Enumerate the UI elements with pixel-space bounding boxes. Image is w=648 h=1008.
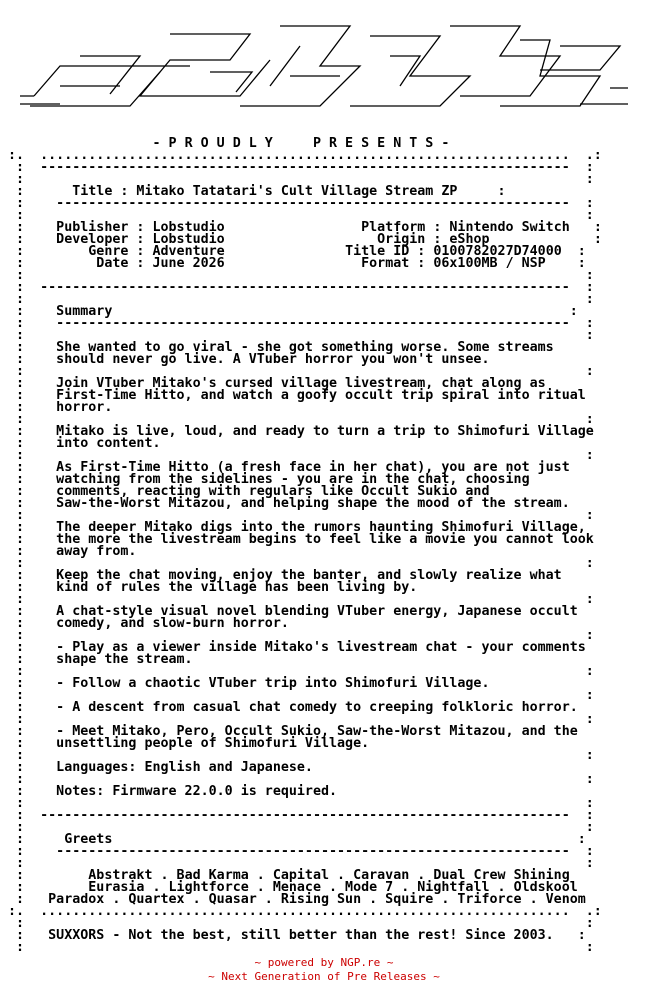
summary-line: comedy, and slow-burn horror. [56,616,289,631]
summary-line: the more the livestream begins to feel like a movie you cannot look [56,532,594,547]
genre-label: Genre [88,244,129,259]
nfo-document: - P R O U D L Y P R E S E N T S - :. .................................................................. .: : ------------------------------------------------------------------ : : : : Title : Mitako Tatatari's Cult Village Stream ZP : : ---------------------------------------------------------------- : : : : Publisher : Lobstudio Platform : Nintendo Switch : : Developer : Lobstudio Origin : eShop : : Genre : Adventure Title ID : 0100782027D74000 : : Date : June 2026 Format : 06x100MB / NSP : : : : ------------------------------------------------------------------ : : : : Summary : : ---------------------------------------------------------------- : : : : She wanted to go viral - she got something worse. Some streams : should never go live. A VTuber horror you won't unsee. : : : Join VTuber Mitako's cursed village livestream, chat along as : First-Time Hitto, and watch a goofy occult trip spiral into ritual : horror. : : : Mitako is live, loud, and ready to turn a trip to Shimofuri Village : into content. : : : As First-Time Hitto (a fresh face in her chat), you are not just : watching from the sidelines - you are in the chat, choosing : comments, reacting with regulars like Occult Sukio and : Saw-the-Worst Mitazou, and helping shape the mood of the stream. : : : The deeper Mitako digs into the rumors haunting Shimofuri Village, : the more the livestream begins to feel like a movie you cannot look : away from. : : : Keep the chat moving, enjoy the banter, and slowly realize what : kind of rules the village has been living by. : : : A chat-style visual novel blending VTuber energy, Japanese occult : comedy, and slow-burn horror. : : : - Play as a viewer inside Mitako's livestream chat - your comments : shape the stream. : : : - Follow a chaotic VTuber trip into Shimofuri Village. : : : - A descent from casual chat comedy to creeping folkloric horror. : : : - Meet Mitako, Pero, Occult Sukio, Saw-the-Worst Mitazou, and the : unsettling people of Shimofuri Village. : : : Languages: English and Japanese. : : : Notes: Firmware 22.0.0 is required. : : : ------------------------------------------------------------------ : : : : Greets : : ---------------------------------------------------------------- : : : : Abstrakt . Bad Karma . Capital . Caravan . Dual Crew Shining : Eurasia . Lightforce . Menace . Mode 7 . Nightfall . Oldskool : Paradox . Quartex . Quasar . Rising Sun . Squire . Triforce . Venom :. .................................................................. .: : : : SUXXORS - Not the best, still better than the rest! Since 2003. : : : [0,136,602,955]
platform-label: Platform [361,220,426,235]
summary-line: - Follow a chaotic VTuber trip into Shimofuri Village. [56,676,490,691]
summary-body: : She wanted to go viral - she got something worse. Some streams : should never go live. A VTuber horror you won't unsee. : : : Join VTuber Mitako's cursed village livestream, chat along as : First-Time Hitto, and watch a goofy occult trip spiral into ritual : horror. : : : Mitako is live, loud, and ready to turn a trip to Shimofuri Village : into content. : : : As First-Time Hitto (a fresh face in her chat), you are not just : watching from the sidelines - you are in the chat, choosing : comments, reacting with regulars like Occult Sukio and : Saw-the-Worst Mitazou, and helping shape the mood of the stream. : : : The deeper Mitako digs into the rumors haunting Shimofuri Village, : the more the livestream begins to feel like a movie you cannot look : away from. : : : Keep the chat moving, enjoy the banter, and slowly realize what : kind of rules the village has been living by. : : : A chat-style visual novel blending VTuber energy, Japanese occult : comedy, and slow-burn horror. : : : - Play as a viewer inside Mitako's livestream chat - your comments : shape the stream. : : : - Follow a chaotic VTuber trip into Shimofuri Village. : : : - A descent from casual chat comedy to creeping folkloric horror. : : : - Meet Mitako, Pero, Occult Sukio, Saw-the-Worst Mitazou, and the : unsettling people of Shimofuri Village. : : : Languages: English and Japanese. : : : Notes: Firmware 22.0.0 is required. : : [0,340,594,811]
summary-line: Languages: English and Japanese. [56,760,313,775]
powered-by-link[interactable]: ~ powered by NGP.re ~ [254,956,394,969]
summary-line: Join VTuber Mitako's cursed village livestream, chat along as [56,376,546,391]
format-label: Format [361,256,410,271]
developer-label: Developer [56,232,129,247]
proudly-presents: - P R O U D L Y P R E S E N T S - [152,136,450,151]
developer-value: Lobstudio [152,232,225,247]
summary-line: As First-Time Hitto (a fresh face in her chat), you are not just [56,460,570,475]
summary-line: First-Time Hitto, and watch a goofy occult trip spiral into ritual [56,388,586,403]
summary-line: A chat-style visual novel blending VTuber energy, Japanese occult [56,604,578,619]
greets-body: : Abstrakt . Bad Karma . Capital . Caravan . Dual Crew Shining : Eurasia . Lightforce . Menace . Mode 7 . Nightfall . Oldskool : Paradox . Quartex . Quasar . Rising Sun . Squire . Triforce . Venom [0,868,586,907]
summary-line: watching from the sidelines - you are in the chat, choosing [56,472,530,487]
summary-line: The deeper Mitako digs into the rumors haunting Shimofuri Village, [56,520,586,535]
greets-line: Abstrakt . Bad Karma . Capital . Caravan . Dual Crew Shining [88,868,570,883]
summary-line: - Meet Mitako, Pero, Occult Sukio, Saw-the-Worst Mitazou, and the [56,724,578,739]
origin-value: eShop [449,232,490,247]
greets-heading: Greets [64,832,113,847]
summary-line: Saw-the-Worst Mitazou, and helping shape the mood of the stream. [56,496,570,511]
date-label: Date [96,256,129,271]
summary-line: should never go live. A VTuber horror you won't unsee. [56,352,490,367]
date-value: June 2026 [152,256,225,271]
summary-line: - Play as a viewer inside Mitako's livestream chat - your comments [56,640,586,655]
summary-line: She wanted to go viral - she got something worse. Some streams [56,340,554,355]
summary-line: away from. [56,544,137,559]
summary-line: - A descent from casual chat comedy to creeping folkloric horror. [56,700,578,715]
origin-label: Origin [377,232,426,247]
group-tagline: SUXXORS - Not the best, still better than the rest! Since 2003. [48,928,554,943]
summary-line: kind of rules the village has been living by. [56,580,418,595]
title-id-value: 0100782027D74000 [433,244,562,259]
summary-line: into content. [56,436,161,451]
title-id-label: Title ID [345,244,410,259]
genre-value: Adventure [152,244,225,259]
summary-heading: Summary [56,304,113,319]
summary-line: horror. [56,400,113,415]
summary-line: Notes: Firmware 22.0.0 is required. [56,784,338,799]
format-value: 06x100MB / NSP [433,256,546,271]
greets-line: Eurasia . Lightforce . Menace . Mode 7 . Nightfall . Oldskool [88,880,578,895]
summary-line: shape the stream. [56,652,193,667]
summary-line: unsettling people of Shimofuri Village. [56,736,370,751]
title-label: Title [72,184,113,199]
summary-line: comments, reacting with regulars like Occult Sukio and [56,484,490,499]
greets-line: Paradox . Quartex . Quasar . Rising Sun . Squire . Triforce . Venom [48,892,586,907]
summary-line: Mitako is live, loud, and ready to turn a trip to Shimofuri Village [56,424,594,439]
publisher-label: Publisher [56,220,129,235]
title-value: Mitako Tatatari's Cult Village Stream ZP [136,184,458,199]
next-gen-tagline: ~ Next Generation of Pre Releases ~ [208,970,440,983]
summary-line: Keep the chat moving, enjoy the banter, and slowly realize what [56,568,562,583]
publisher-value: Lobstudio [152,220,225,235]
platform-value: Nintendo Switch [449,220,570,235]
